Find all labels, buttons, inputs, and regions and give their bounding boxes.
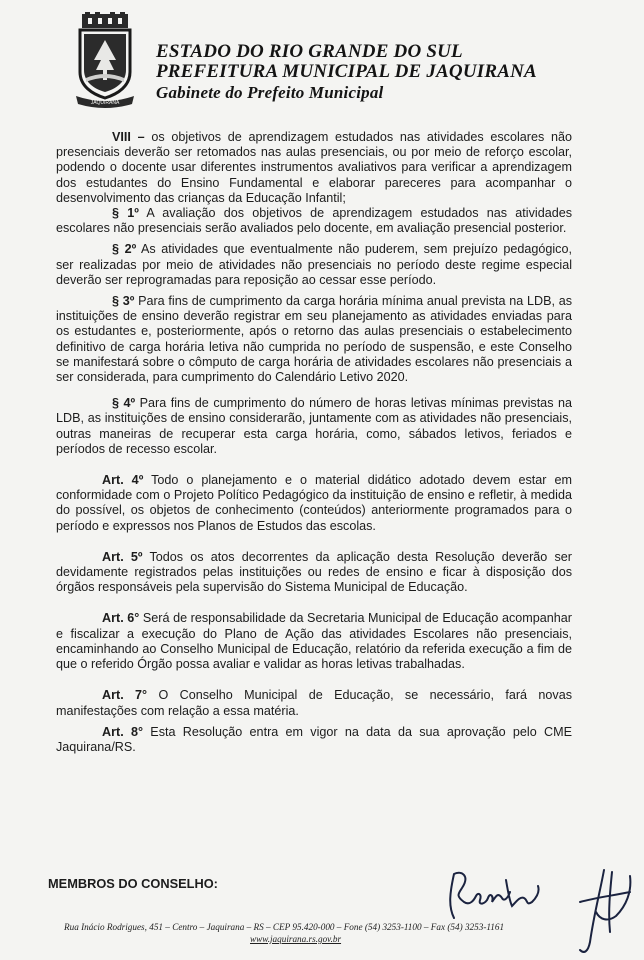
letterhead-text <box>156 42 537 104</box>
article-6 <box>56 611 572 672</box>
paragraph-3 <box>56 294 572 385</box>
paragraph-4 <box>56 396 572 457</box>
item-viii <box>56 130 572 206</box>
article-4 <box>56 473 572 534</box>
state-name: ESTADO DO RIO GRANDE DO SUL <box>156 41 463 62</box>
office-name: Gabinete do Prefeito Municipal <box>156 83 384 102</box>
signature-2-icon <box>560 862 642 958</box>
paragraph-4-label: § 4º <box>112 396 136 411</box>
article-5-label: Art. 5º <box>102 549 143 564</box>
article-8-label: Art. 8° <box>102 724 144 739</box>
article-8 <box>56 725 572 755</box>
article-6-label: Art. 6° <box>102 611 140 626</box>
council-members-label: MEMBROS DO CONSELHO: <box>48 876 218 891</box>
paragraph-1-label: § 1º <box>112 206 139 221</box>
paragraph-1 <box>56 206 572 236</box>
article-6-text: Será de responsabilidade da Secretaria Municipal de Educação acompanhar e fiscalizar a execução do Plano de Ação das atividades Escolares não presenciais, encaminhando ao Conselho Municipal de Educação, relatório da referida execução a fim de que o referido Órgão possa avaliar e validar as horas letivas trabalhadas. <box>56 611 572 672</box>
article-8-text: Esta Resolução entra em vigor na data da sua aprovação pelo CME Jaquirana/RS. <box>56 724 572 754</box>
article-5 <box>56 550 572 596</box>
municipal-coat-of-arms-icon <box>76 12 134 108</box>
letterhead <box>76 12 616 112</box>
article-4-text: Todo o planejamento e o material didático adotado devem estar em conformidade com o Projeto Político Pedagógico da instituição de ensino e refletir, à medida do possível, os objetos de conhecimento (conteúdos) anteriormente programados para o período e expressos nos Planos de Estudos das escolas. <box>56 473 572 533</box>
paragraph-3-label: § 3º <box>112 294 135 309</box>
article-5-text: Todos os atos decorrentes da aplicação desta Resolução deverão ser devidamente registrados pelas instituições ou redes de ensino e ficar à disposição dos órgãos responsáveis pela supervisão do Sistema Municipal de Educação. <box>56 549 573 595</box>
document-body <box>56 130 572 755</box>
paragraph-1-text: A avaliação dos objetivos de aprendizagem estudados nas atividades escolares não presenciais serão avaliados pelo docente, em avaliação presencial posterior. <box>56 206 573 236</box>
footer-website[interactable]: www.jaquirana.rs.gov.br <box>250 934 342 944</box>
paragraph-4-text: Para fins de cumprimento do número de horas letivas mínimas previstas na LDB, as instituições de ensino considerarão, juntamente com as atividades não presenciais, outras maneiras de recuperar esta carga horária, como, sábados letivos, feriados e períodos de recesso escolar. <box>56 396 572 456</box>
paragraph-2-text: As atividades que eventualmente não puderem, sem prejuízo pedagógico, ser realizadas por meio de atividades não presenciais no período deste regime especial deverão ser reprogramadas para reposição ao cessar esse período. <box>56 242 572 287</box>
footer-address: Rua Inácio Rodrigues, 451 – Centro – Jaquirana – RS – CEP 95.420-000 – Fone (54) 3253-1100 – Fax (54) 3253-1161 <box>64 922 505 932</box>
article-7-text: O Conselho Municipal de Educação, se necessário, fará novas manifestações com relação a essa matéria. <box>56 688 572 718</box>
municipality-name: PREFEITURA MUNICIPAL DE JAQUIRANA <box>156 61 537 82</box>
article-7 <box>56 688 572 718</box>
item-viii-label: VIII – <box>112 130 145 144</box>
signature-1-icon <box>440 862 550 926</box>
item-viii-text: os objetivos de aprendizagem estudados nas atividades escolares não presenciais deverão ser retomados nas aulas presenciais, ou por meio de reforço escolar, podendo o docente usar diferentes instrumentos avaliativos para verificar a aprendizagem dos estudantes do Ensino Fundamental e elaborar pareceres para acompanhar o desenvolvimento das crianças da Educação Infantil; <box>56 130 572 205</box>
paragraph-2-label: § 2º <box>112 242 137 257</box>
crest-ribbon-text: JAQUIRANA <box>90 100 120 106</box>
article-4-label: Art. 4º <box>102 473 144 488</box>
paragraph-2 <box>56 242 572 288</box>
paragraph-3-text: Para fins de cumprimento da carga horária mínima anual prevista na LDB, as instituições de ensino deverão registrar em seu planejamento as atividades enviadas para os estudantes e, posteriormente, após o retorno das aulas presenciais o estabelecimento definitivo de carga horária letiva não cumprida no período de suspensão, e este Conselho se manifestará sobre o cômputo de carga horária de atividades escolares não presenciais a ser considerada, para cumprimento do Calendário Letivo 2020. <box>56 294 573 385</box>
article-7-label: Art. 7° <box>102 688 148 703</box>
